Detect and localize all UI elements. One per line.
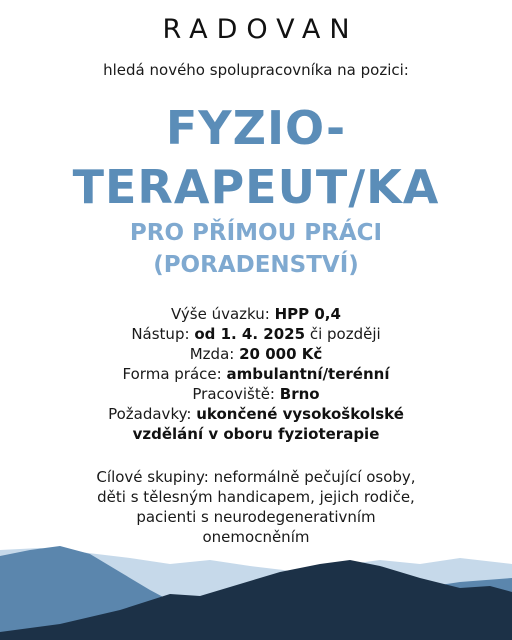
title-line-2: TERAPEUT/KA	[72, 160, 440, 214]
groups-line-4: onemocněním	[202, 528, 310, 546]
detail-pracoviste	[0, 384, 512, 404]
detail-label: Mzda:	[189, 345, 235, 363]
detail-value: ambulantní/terénní	[226, 365, 390, 383]
subtitle-line-2: (PORADENSTVÍ)	[153, 252, 359, 278]
detail-value: 20 000 Kč	[239, 345, 323, 363]
title-line-1: FYZIO-	[165, 101, 347, 155]
detail-value: HPP 0,4	[274, 305, 341, 323]
brand-logo: RADOVAN	[162, 14, 359, 45]
detail-label: Nástup:	[131, 325, 190, 343]
detail-nastup	[0, 324, 512, 344]
subtitle-line-1: PRO PŘÍMOU PRÁCI	[129, 220, 383, 246]
detail-label: Forma práce:	[122, 365, 222, 383]
detail-value: ukončené vysokoškolské	[196, 405, 404, 423]
detail-uvazek	[0, 304, 512, 324]
groups-line-1: Cílové skupiny: neformálně pečující osoby,	[96, 468, 416, 486]
mountain-illustration	[0, 520, 512, 640]
detail-label: Výše úvazku:	[171, 305, 270, 323]
detail-suffix: či později	[309, 325, 381, 343]
detail-value: od 1. 4. 2025	[194, 325, 306, 343]
intro-text: hledá nového spolupracovníka na pozici:	[103, 61, 409, 79]
detail-mzda	[0, 344, 512, 364]
detail-pozadavky-cont	[0, 424, 512, 444]
detail-pozadavky	[0, 404, 512, 424]
detail-label: Pracoviště:	[192, 385, 275, 403]
detail-value: Brno	[279, 385, 320, 403]
detail-forma	[0, 364, 512, 384]
detail-value: vzdělání v oboru fyzioterapie	[132, 425, 380, 443]
job-details	[0, 304, 512, 444]
detail-label: Požadavky:	[108, 405, 192, 423]
groups-line-2: děti s tělesným handicapem, jejich rodiče,	[97, 488, 415, 506]
groups-line-3: pacienti s neurodegenerativním	[136, 508, 376, 526]
